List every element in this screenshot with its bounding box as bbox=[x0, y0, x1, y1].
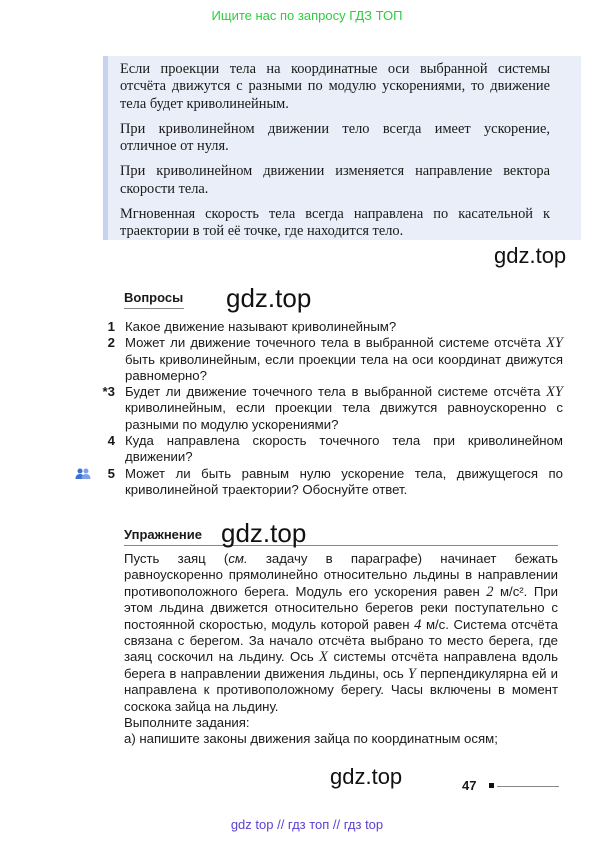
question-item bbox=[83, 466, 563, 499]
summary-box-bar bbox=[103, 56, 108, 240]
exercise-title: Упражнение bbox=[124, 527, 202, 542]
question-number: 4 bbox=[107, 433, 115, 449]
exercise-paragraph: а) напишите законы движения зайца по координатным осям; bbox=[124, 731, 498, 747]
question-number: 5 bbox=[83, 466, 125, 499]
exercise-rule bbox=[124, 545, 558, 546]
exercise-text bbox=[124, 551, 558, 748]
summary-paragraph: Если проекции тела на координатные оси выбранной системы отсчёта движутся с разными по модулю ускорениями, то движение тела будет криволинейным. bbox=[120, 61, 550, 112]
question-number: 2 bbox=[107, 335, 115, 351]
question-text: Может ли быть равным нулю ускорение тела, движущегося по криволинейной траектории? Обоснуйте ответ. bbox=[125, 465, 563, 497]
summary-text bbox=[120, 61, 550, 249]
question-text: Будет ли движение точечного тела в выбранной системе отсчёта XY криволинейным, если проекции тела движутся равноускоренно с разными по модулю ускорениями? bbox=[125, 384, 563, 432]
question-number: *3 bbox=[102, 384, 115, 400]
question-item bbox=[83, 319, 563, 335]
summary-paragraph: При криволинейном движении тело всегда имеет ускорение, отличное от нуля. bbox=[120, 120, 550, 155]
question-item bbox=[83, 433, 563, 466]
question-text: Какое движение называют криволинейным? bbox=[125, 319, 397, 334]
top-banner: Ищите нас по запросу ГДЗ ТОП bbox=[211, 8, 403, 23]
page-marker bbox=[489, 783, 494, 788]
questions-title: Вопросы bbox=[124, 290, 184, 305]
question-number: 1 bbox=[107, 319, 115, 334]
watermark: gdz.top bbox=[494, 243, 567, 268]
summary-paragraph: Мгновенная скорость тела всегда направлена по касательной к траектории в той её точке, где находится тело. bbox=[120, 206, 550, 240]
question-text: Куда направлена скорость точечного тела при криволинейном движении? bbox=[125, 433, 563, 465]
questions-list bbox=[83, 319, 563, 498]
question-item bbox=[83, 335, 563, 384]
page-rule bbox=[497, 786, 559, 787]
question-text: Может ли движение точечного тела в выбранной системе отсчёта XY быть криволинейным, если проекции тела на оси координат движутся равномерно? bbox=[125, 335, 563, 383]
bottom-banner: gdz top // гдз топ // гдз top bbox=[230, 817, 384, 832]
question-item bbox=[83, 384, 563, 433]
exercise-paragraph: Выполните задания: bbox=[124, 715, 250, 731]
pair-work-icon bbox=[75, 468, 91, 480]
variable-xy: XY bbox=[546, 384, 563, 401]
exercise-paragraph: Пусть заяц (см. задачу в параграфе) начинает бежать равноускоренно прямолинейно относительно льдины в направлении противоположного берега. Модуль его ускорения равен 2 м/с². При этом льдина движется относительно берегов реки поступательно с постоянной скоростью, модуль которой равен 4 м/с. Система отсчёта связана с берегом. За начало отсчёта выбрано то место берега, где заяц соскочил на льдину. Ось X системы отсчёта направлена вдоль берега в направлении движения льдины, ось Y перпендикулярна ей и направлена к противоположному берегу. Часы включены в момент соскока зайца на льдину. bbox=[124, 551, 558, 714]
questions-rule bbox=[124, 308, 184, 309]
watermark: gdz.top bbox=[221, 518, 307, 548]
watermark: gdz.top bbox=[226, 283, 312, 313]
page-number: 47 bbox=[462, 778, 477, 793]
summary-paragraph: При криволинейном движении изменяется направление вектора скорости тела. bbox=[120, 163, 550, 197]
variable-xy: XY bbox=[546, 335, 563, 352]
watermark: gdz.top bbox=[330, 764, 403, 789]
